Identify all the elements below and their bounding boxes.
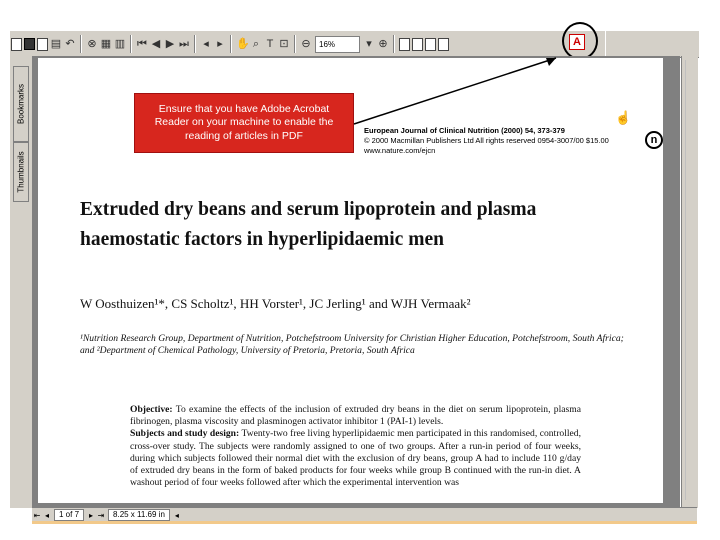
publisher-logo: n: [645, 131, 663, 149]
acrobat-icon[interactable]: A: [569, 34, 585, 50]
zoom-tool-icon[interactable]: ⌕: [252, 37, 260, 50]
zoom-input[interactable]: 16%: [315, 36, 360, 53]
instruction-callout: Ensure that you have Adobe Acrobat Reader on your machine to enable the reading of articles in PDF: [134, 93, 354, 153]
page-size: 8.25 x 11.69 in: [108, 509, 170, 521]
journal-citation: European Journal of Clinical Nutrition (2000) 54, 373-379: [364, 126, 565, 135]
author-affiliations: ¹Nutrition Research Group, Department of Nutrition, Potchefstroom University for Christian Higher Education, Potchefstroom, South Africa; and ²Department of Chemical Pathology, University of Pretoria, Pretoria, South Africa: [80, 333, 624, 356]
objective-text: To examine the effects of the inclusion of extruded dry beans in the diet on serum lipoprotein, plasma fibrinogen, plasma viscosity and plasminogen activator inhibitor 1 (PAI-1) levels.: [130, 404, 581, 428]
hand-tool-icon[interactable]: ✋: [236, 37, 250, 50]
next-page-icon[interactable]: ▸: [89, 510, 94, 520]
title-line: Extruded dry beans and serum lipoprotein and plasma: [80, 199, 537, 220]
bottom-strip: [32, 521, 697, 524]
tab-bookmarks-label: Bookmarks: [16, 83, 26, 125]
undo-icon[interactable]: ↶: [65, 37, 75, 50]
objective-label: Objective:: [130, 404, 173, 415]
last-page-icon[interactable]: ⏭: [179, 37, 189, 50]
page-indicator[interactable]: 1 of 7: [54, 509, 84, 521]
prev-page-icon[interactable]: ◀: [151, 37, 161, 50]
prev-page-icon[interactable]: ◂: [44, 510, 49, 520]
forward-icon[interactable]: ▸: [217, 37, 223, 50]
bookmark-view-icon[interactable]: ▥: [114, 37, 126, 50]
zoom-dropdown-icon[interactable]: ▾: [366, 37, 372, 50]
tab-thumbnails-label: Thumbnails: [16, 151, 26, 193]
text-select-icon[interactable]: T: [266, 37, 274, 50]
zoom-out-icon[interactable]: ⊖: [301, 37, 311, 50]
hand-cursor-icon: ☝: [615, 110, 632, 125]
journal-copyright: © 2000 Macmillan Publishers Ltd All rights reserved 0954-3007/00 $15.00: [364, 136, 609, 145]
zoom-in-icon[interactable]: ⊕: [378, 37, 388, 50]
save-icon[interactable]: ▤: [50, 37, 62, 50]
back-icon[interactable]: ◂: [203, 37, 209, 50]
status-bar: [32, 507, 697, 522]
binoculars-icon[interactable]: ⊗: [87, 37, 97, 50]
thumbnail-view-icon[interactable]: ▦: [100, 37, 112, 50]
first-page-icon[interactable]: ⏮: [137, 37, 147, 50]
design-text: Twenty-two free living hyperlipidaemic men participated in this randomised, controlled, cross-over study. The subjects were randomly assigned to one of two groups. After a run-in period of four weeks, during which subjects followed their normal diet with the exclusion of dry beans, group A had to include 110 g/day of extruded dry beans in the form of baked products for four weeks while group B continued with the run-in diet. A washout period of four weeks followed after which the experimental intervention was: [130, 428, 581, 489]
crop-icon[interactable]: ⊡: [279, 37, 289, 50]
design-label: Subjects and study design:: [130, 428, 240, 440]
first-page-icon[interactable]: ⇤: [33, 510, 41, 520]
journal-url: www.nature.com/ejcn: [364, 146, 436, 155]
last-page-icon[interactable]: ⇥: [97, 510, 105, 520]
title-line: haemostatic factors in hyperlipidaemic men: [80, 229, 444, 250]
article-authors: W Oosthuizen¹*, CS Scholtz¹, HH Vorster¹, JC Jerling¹ and WJH Vermaak²: [80, 296, 471, 311]
next-page-icon[interactable]: ▶: [165, 37, 175, 50]
scroll-left-icon[interactable]: ◂: [174, 510, 179, 520]
